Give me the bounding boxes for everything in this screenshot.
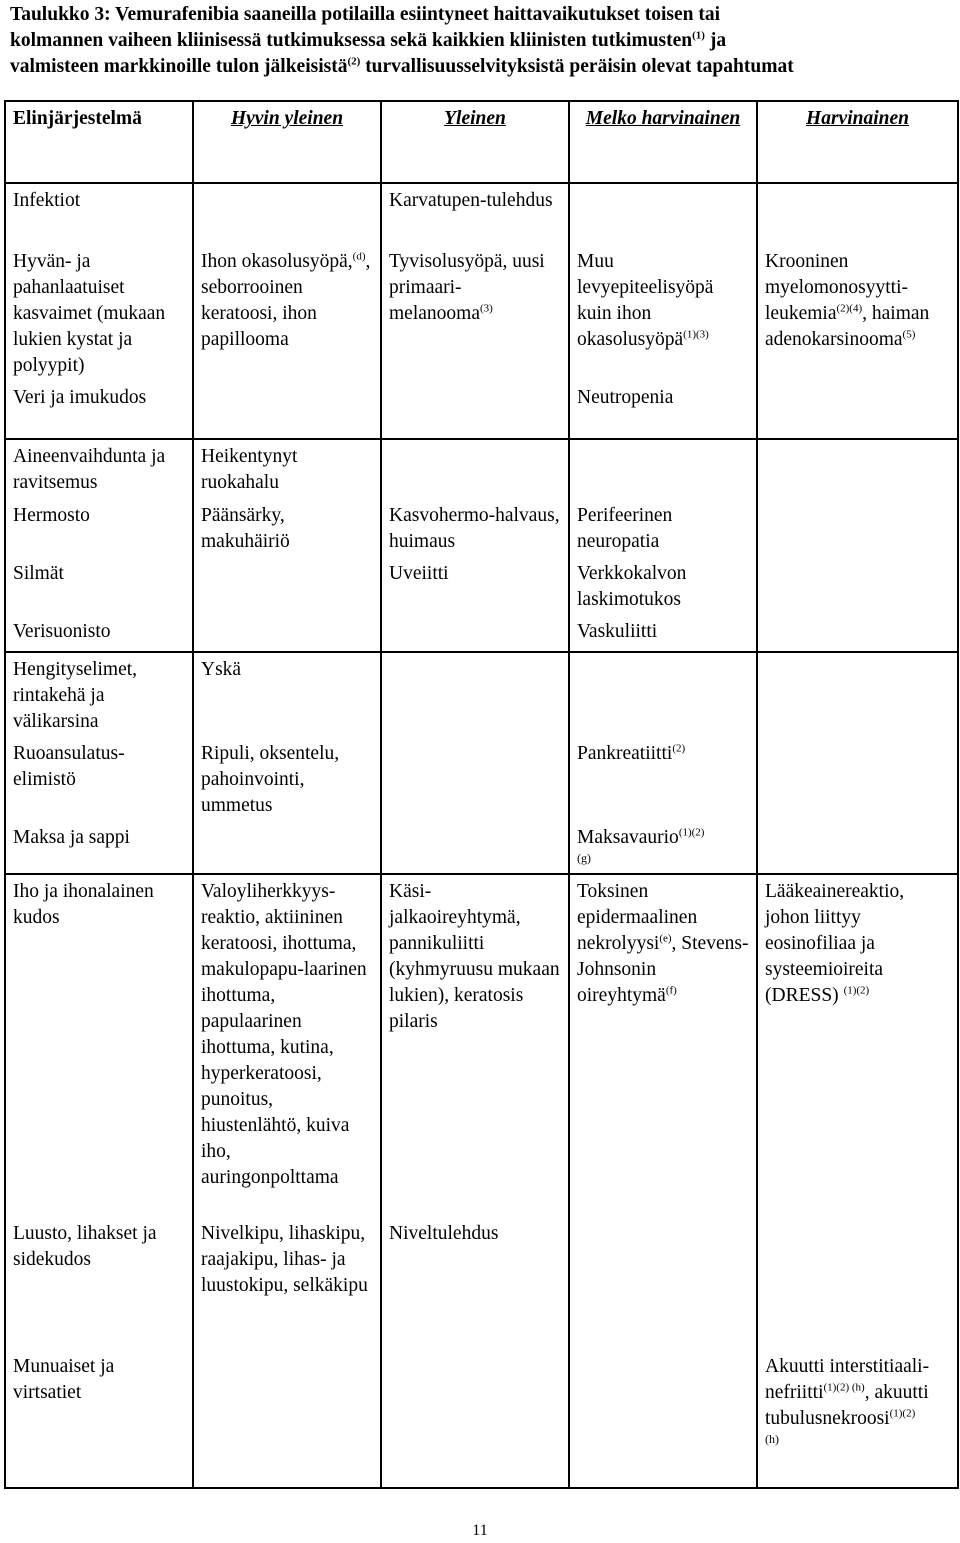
table-cell: Päänsärky, makuhäiriö <box>193 499 381 557</box>
organ-system-cell: Hermosto <box>5 499 193 557</box>
table-cell <box>569 1350 757 1488</box>
organ-system-cell: Iho ja ihonalainen kudos <box>5 874 193 1217</box>
table-cell <box>757 557 958 615</box>
table-row <box>5 499 958 557</box>
footnote-ref: (2)(4) <box>836 302 863 315</box>
organ-system-cell: Infektiot <box>5 183 193 245</box>
table-cell <box>193 183 381 245</box>
table-cell: Vaskuliitti <box>569 615 757 652</box>
caption-line-1: Taulukko 3: Vemurafenibia saaneilla potilailla esiintyneet haittavaikutukset toisen tai <box>10 4 721 25</box>
cell-text: Muu levyepiteelisyöpä kuin ihon okasolusyöpä <box>577 251 714 350</box>
table-row <box>5 1350 958 1488</box>
table-cell <box>381 615 569 652</box>
table-cell: Ripuli, oksentelu, pahoinvointi, ummetus <box>193 737 381 821</box>
organ-system-cell: Maksa ja sappi <box>5 821 193 874</box>
table-cell <box>569 439 757 499</box>
table-cell <box>757 439 958 499</box>
cell-text: , seborrooinen keratoosi, ihon papillooma <box>201 251 371 350</box>
table-cell: Nivelkipu, lihaskipu, raajakipu, lihas- ja luustokipu, selkäkipu <box>193 1217 381 1350</box>
caption-line-3: valmisteen markkinoille tulon jälkeisistä <box>10 56 348 77</box>
table-cell: Kasvohermo-halvaus, huimaus <box>381 499 569 557</box>
header-common: Yleinen <box>381 101 569 183</box>
table-cell <box>757 245 958 381</box>
table-row <box>5 381 958 439</box>
table-cell <box>757 874 958 1217</box>
organ-system-cell: Munuaiset ja virtsatiet <box>5 1350 193 1488</box>
cell-text: Ihon okasolusyöpä, <box>201 251 353 272</box>
header-very-common: Hyvin yleinen <box>193 101 381 183</box>
organ-system-cell: Veri ja imukudos <box>5 381 193 439</box>
table-cell <box>569 183 757 245</box>
footnote-ref: (e) <box>659 932 672 945</box>
table-row <box>5 245 958 381</box>
table-row <box>5 183 958 245</box>
table-cell <box>381 439 569 499</box>
table-cell <box>193 615 381 652</box>
table-cell <box>569 245 757 381</box>
header-uncommon: Melko harvinainen <box>569 101 757 183</box>
table-row <box>5 821 958 874</box>
table-cell: Käsi-jalkaoireyhtymä, pannikuliitti (kyhmyruusu mukaan lukien), keratosis pilaris <box>381 874 569 1217</box>
table-cell: Yskä <box>193 652 381 737</box>
footnote-ref: (1)(3) <box>683 328 709 341</box>
footnote-ref: (f) <box>665 984 677 997</box>
footnote-ref: (3) <box>479 302 493 315</box>
cell-text: Pankreatiitti <box>577 743 673 764</box>
caption-footnote-ref: (1) <box>692 29 705 42</box>
footnote-ref: (g) <box>577 851 591 865</box>
organ-system-cell: Luusto, lihakset ja sidekudos <box>5 1217 193 1350</box>
table-cell <box>569 737 757 821</box>
table-cell <box>569 874 757 1217</box>
cell-text: Akuutti interstitiaali-nefriitti <box>765 1356 930 1403</box>
table-cell: Karvatupen-tulehdus <box>381 183 569 245</box>
table-cell <box>757 381 958 439</box>
cell-text: Tyvisolusyöpä, uusi primaari-melanooma <box>389 251 545 324</box>
table-caption <box>10 2 955 80</box>
table-row <box>5 874 958 1217</box>
caption-line-2-end: ja <box>704 30 727 51</box>
table-row <box>5 615 958 652</box>
table-row <box>5 557 958 615</box>
footnote-ref: (1)(2) <box>889 1407 916 1420</box>
table-cell <box>381 381 569 439</box>
table-cell <box>569 821 757 874</box>
footnote-ref: (d) <box>352 250 366 263</box>
table-cell: Valoyliherkkyys-reaktio, aktiininen keratoosi, ihottuma, makulopapu-laarinen ihottuma, papulaarinen ihottuma, kutina, hyperkeratoosi, punoitus, hiustenlähtö, kuiva iho, auringonpolttama <box>193 874 381 1217</box>
table-header-row <box>5 101 958 183</box>
organ-system-cell: Silmät <box>5 557 193 615</box>
table-cell <box>381 245 569 381</box>
footnote-ref: (5) <box>902 328 916 341</box>
table-cell <box>757 821 958 874</box>
organ-system-cell: Hengityselimet, rintakehä ja välikarsina <box>5 652 193 737</box>
organ-system-cell: Hyvän- ja pahanlaatuiset kasvaimet (mukaan lukien kystat ja polyypit) <box>5 245 193 381</box>
table-cell <box>381 652 569 737</box>
header-rare: Harvinainen <box>757 101 958 183</box>
page-number: 11 <box>472 1522 488 1539</box>
cell-text: , Stevens-Johnsonin oireyhtymä <box>577 933 749 1006</box>
table-cell <box>757 183 958 245</box>
table-cell <box>381 1350 569 1488</box>
table-cell: Perifeerinen neuropatia <box>569 499 757 557</box>
table-cell <box>193 1350 381 1488</box>
table-cell <box>757 652 958 737</box>
cell-text: , akuutti tubulusnekroosi <box>765 1382 929 1429</box>
cell-text: Maksavaurio <box>577 827 679 848</box>
organ-system-cell: Verisuonisto <box>5 615 193 652</box>
cell-text: Krooninen myelomonosyytti-leukemia <box>765 251 908 324</box>
caption-line-3-end: turvallisuusselvityksistä peräisin olevat tapahtumat <box>360 56 794 77</box>
table-row <box>5 1217 958 1350</box>
header-organ-system: Elinjärjestelmä <box>5 101 193 183</box>
table-cell <box>193 245 381 381</box>
table-row <box>5 652 958 737</box>
organ-system-cell: Aineenvaihdunta ja ravitsemus <box>5 439 193 499</box>
caption-footnote-ref: (2) <box>347 55 361 68</box>
table-cell: Neutropenia <box>569 381 757 439</box>
footnote-ref: (2) <box>672 742 686 755</box>
table-cell <box>381 821 569 874</box>
table-cell <box>193 821 381 874</box>
table-row <box>5 737 958 821</box>
footnote-ref: (1)(2) <box>843 984 870 997</box>
table-cell: Uveiitti <box>381 557 569 615</box>
table-cell <box>569 1217 757 1350</box>
cell-text: Toksinen epidermaalinen nekrolyysi <box>577 881 698 954</box>
table-cell <box>381 737 569 821</box>
table-cell: Heikentynyt ruokahalu <box>193 439 381 499</box>
caption-line-2: kolmannen vaiheen kliinisessä tutkimuksessa sekä kaikkien kliinisten tutkimusten <box>10 30 693 51</box>
table-cell <box>757 737 958 821</box>
organ-system-cell: Ruoansulatus-elimistö <box>5 737 193 821</box>
table-cell <box>193 557 381 615</box>
adverse-reactions-table <box>4 100 959 1489</box>
table-row <box>5 439 958 499</box>
table-cell <box>757 615 958 652</box>
table-cell <box>757 1350 958 1488</box>
table-cell <box>569 652 757 737</box>
footnote-ref: (1)(2) <box>678 826 705 839</box>
footnote-ref: (h) <box>765 1432 779 1446</box>
cell-text: Lääkeainereaktio, johon liittyy eosinofiliaa ja systeemioireita (DRESS) <box>765 881 905 1006</box>
cell-text: , haiman adenokarsinooma <box>765 303 930 350</box>
table-cell: Verkkokalvon laskimotukos <box>569 557 757 615</box>
table-cell <box>193 381 381 439</box>
table-cell <box>757 1217 958 1350</box>
footnote-ref: (1)(2) (h) <box>823 1381 865 1394</box>
table-cell: Niveltulehdus <box>381 1217 569 1350</box>
table-cell <box>757 499 958 557</box>
